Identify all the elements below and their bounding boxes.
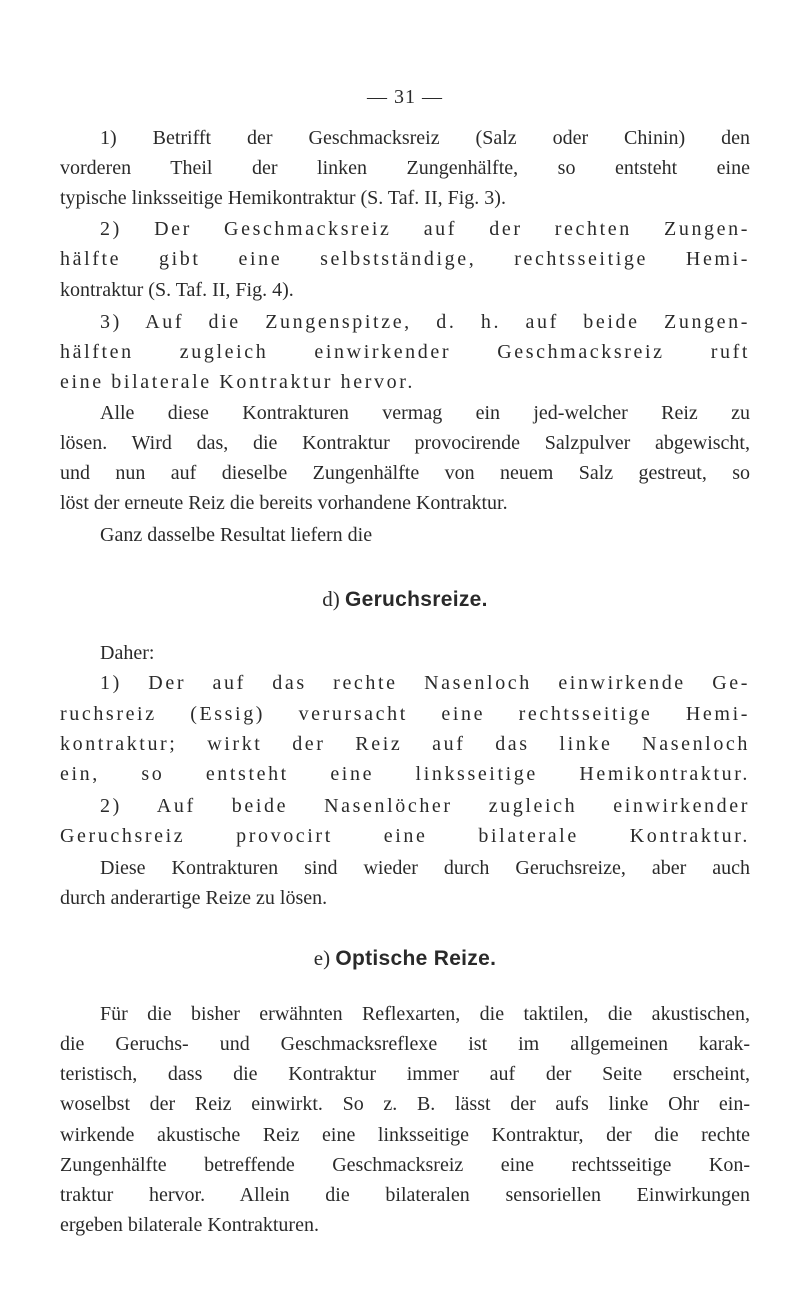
text-line: traktur hervor. Allein die bilateralen sensoriellen Einwirkungen bbox=[60, 1184, 750, 1206]
text-line: die Geruchs- und Geschmacksreflexe ist im allgemeinen karak- bbox=[60, 1033, 750, 1055]
text-line: eine bilaterale Kontraktur hervor. bbox=[60, 371, 415, 393]
section-title: Optische Reize. bbox=[335, 947, 497, 970]
text-line: Für die bisher erwähnten Reflexarten, die taktilen, die akustischen, bbox=[100, 1003, 750, 1025]
page-number: — 31 — bbox=[367, 86, 443, 108]
text-line: durch anderartige Reize zu lösen. bbox=[60, 887, 328, 909]
text-line: vorderen Theil der linken Zungenhälfte, so entsteht eine bbox=[60, 157, 750, 179]
text-line: löst der erneute Reiz die bereits vorhandene Kontraktur. bbox=[60, 492, 508, 514]
text-line: ergeben bilaterale Kontrakturen. bbox=[60, 1214, 319, 1236]
section-letter: d) bbox=[322, 587, 340, 611]
text-line: Geruchsreiz provocirt eine bilaterale Kontraktur. bbox=[60, 825, 750, 847]
text-line: kontraktur; wirkt der Reiz auf das linke Nasenloch bbox=[60, 733, 750, 755]
text-line: ein, so entsteht eine linksseitige Hemikontraktur. bbox=[60, 763, 750, 785]
section-heading-e bbox=[60, 944, 750, 973]
text-line: 2) Der Geschmacksreiz auf der rechten Zungen- bbox=[100, 218, 750, 240]
text-line: hälften zugleich einwirkender Geschmacksreiz ruft bbox=[60, 341, 750, 363]
text-line: lösen. Wird das, die Kontraktur provocirende Salzpulver abgewischt, bbox=[60, 432, 750, 454]
section-letter: e) bbox=[313, 946, 331, 970]
text-line: Daher: bbox=[100, 642, 155, 664]
text-line: teristisch, dass die Kontraktur immer auf der Seite erscheint, bbox=[60, 1063, 750, 1085]
text-line: 2) Auf beide Nasenlöcher zugleich einwirkender bbox=[100, 795, 750, 817]
text-line: Zungenhälfte betreffende Geschmacksreiz eine rechtsseitige Kon- bbox=[60, 1154, 750, 1176]
text-line: woselbst der Reiz einwirkt. So z. B. lässt der aufs linke Ohr ein- bbox=[60, 1093, 750, 1115]
text-line: kontraktur (S. Taf. II, Fig. 4). bbox=[60, 279, 294, 301]
text-line: Alle diese Kontrakturen vermag ein jed-welcher Reiz zu bbox=[100, 402, 750, 424]
text-line: hälfte gibt eine selbstständige, rechtsseitige Hemi- bbox=[60, 248, 750, 270]
text-line: 1) Betrifft der Geschmacksreiz (Salz oder Chinin) den bbox=[100, 127, 750, 149]
text-line: 3) Auf die Zungenspitze, d. h. auf beide Zungen- bbox=[100, 311, 750, 333]
text-line: und nun auf dieselbe Zungenhälfte von neuem Salz gestreut, so bbox=[60, 462, 750, 484]
section-title: Geruchsreize. bbox=[344, 588, 488, 611]
text-line: Diese Kontrakturen sind wieder durch Geruchsreize, aber auch bbox=[100, 857, 750, 879]
section-heading-d bbox=[60, 585, 750, 614]
text-line: ruchsreiz (Essig) verursacht eine rechtsseitige Hemi- bbox=[60, 703, 750, 725]
text-line: typische linksseitige Hemikontraktur (S. Taf. II, Fig. 3). bbox=[60, 187, 506, 209]
text-line: 1) Der auf das rechte Nasenloch einwirkende Ge- bbox=[100, 672, 750, 694]
text-line: Ganz dasselbe Resultat liefern die bbox=[100, 524, 373, 546]
text-line: wirkende akustische Reiz eine linksseitige Kontraktur, der die rechte bbox=[60, 1124, 750, 1146]
